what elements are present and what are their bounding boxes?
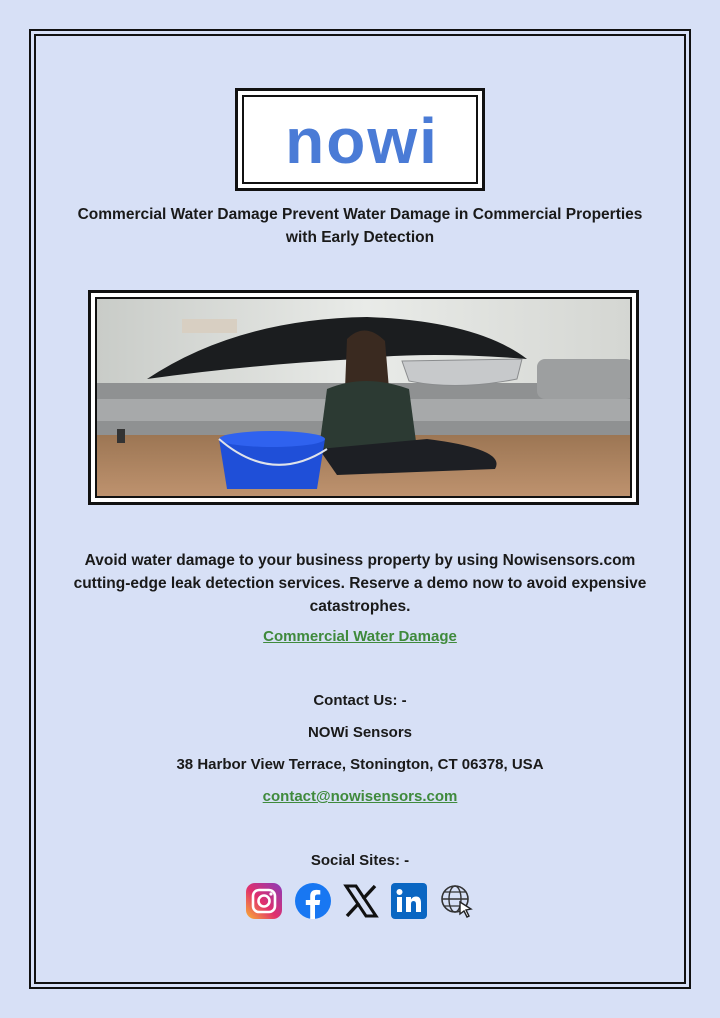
social-icons [245,882,475,920]
commercial-water-damage-link[interactable]: Commercial Water Damage [263,628,457,645]
address: 38 Harbor View Terrace, Stonington, CT 06378, USA [176,756,544,773]
x-icon[interactable] [342,882,380,920]
facebook-icon[interactable] [294,882,332,920]
woman-umbrella-leak-photo [95,297,632,498]
company-name: NOWi Sensors [307,724,413,741]
globe-icon[interactable] [438,882,476,920]
logo-frame [235,88,485,191]
instagram-icon[interactable] [245,882,283,920]
email-link[interactable]: contact@nowisensors.com [262,788,458,805]
contact-heading: Contact Us: - [313,692,407,709]
linkedin-icon[interactable] [390,882,428,920]
description-text: Avoid water damage to your business property by using Nowisensors.com cutting-edge leak detection services. Reserve a demo now to avoid expensive catastrophes. [73,552,647,615]
document-title: Commercial Water Damage Prevent Water Damage in Commercial Properties with Early Detection [77,206,643,246]
hero-image-frame [88,290,639,505]
social-heading: Social Sites: - [310,852,410,869]
logo-text: nowi [285,105,439,177]
nowi-logo [244,97,480,184]
